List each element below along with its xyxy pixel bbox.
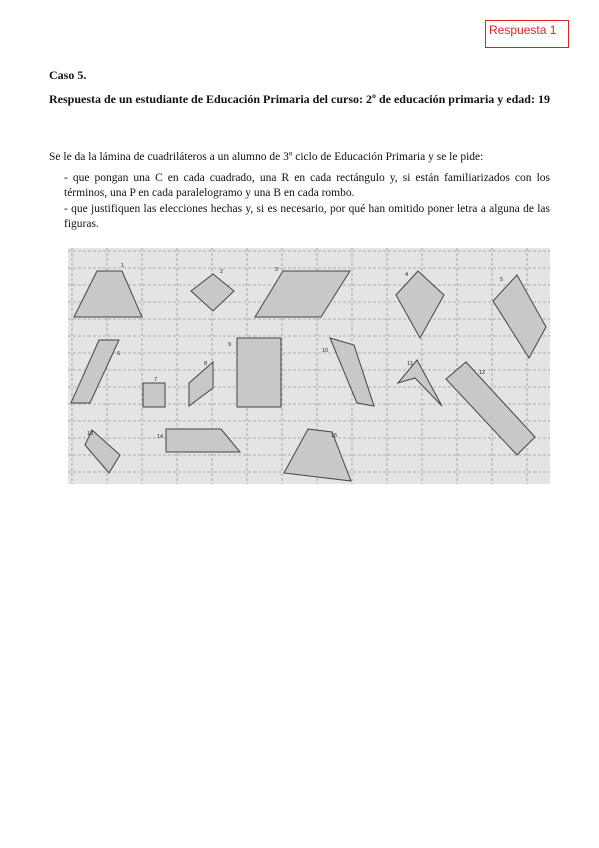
figure-number: 2	[220, 269, 224, 275]
figure-number: 14	[157, 434, 164, 440]
student-subtitle: Respuesta de un estudiante de Educación Primaria del curso: 2º de educación primaria y edad: 19	[49, 92, 550, 106]
shape-7-square	[143, 383, 165, 407]
instructions-list	[64, 171, 550, 233]
figure-number: 13	[87, 431, 94, 437]
figure-number: 5	[500, 277, 504, 283]
instruction-item: - que justifiquen las elecciones hechas y, si es necesario, por qué han omitido poner letra a alguna de las figuras.	[64, 203, 550, 230]
intro-text: Se le da la lámina de cuadriláteros a un alumno de 3º ciclo de Educación Primaria y se le pide:	[49, 151, 484, 163]
figure-number: 1	[121, 263, 125, 269]
quadrilaterals-sheet	[68, 248, 550, 484]
case-title: Caso 5.	[49, 68, 87, 82]
figure-number: 11	[407, 361, 413, 367]
figure-number: 3	[275, 267, 279, 273]
figure-number: 10	[322, 348, 329, 354]
shape-9-rectangle	[237, 338, 281, 407]
figure-number: 15	[331, 433, 338, 439]
figure-number: 12	[479, 370, 486, 376]
answer-label: Respuesta 1	[489, 23, 557, 37]
figure-number: 8	[204, 361, 208, 367]
figure-number: 6	[117, 351, 121, 357]
figure-number: 7	[154, 377, 158, 383]
answer-label-box	[485, 20, 569, 48]
instruction-item: - que pongan una C en cada cuadrado, una R en cada rectángulo y, si están familiarizados con los términos, una P en cada paralelogramo y una B en cada rombo.	[64, 172, 550, 199]
figure-number: 9	[228, 342, 232, 348]
figure-number: 4	[405, 272, 409, 278]
